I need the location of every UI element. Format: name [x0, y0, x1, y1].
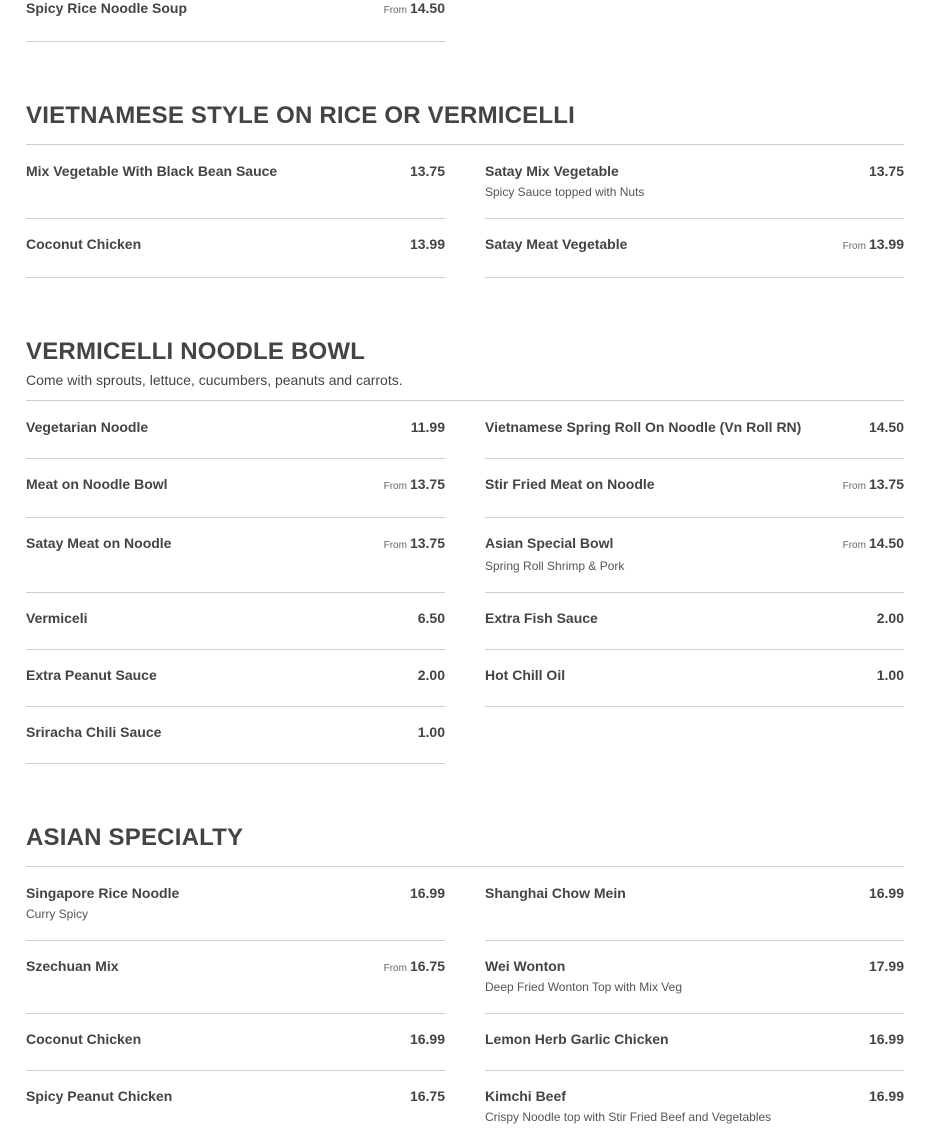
item-name: Vegetarian Noodle	[26, 419, 149, 435]
item-price	[384, 958, 445, 977]
divider	[26, 144, 904, 145]
item-price: 13.75	[409, 163, 445, 179]
section-subtitle: Come with sprouts, lettuce, cucumbers, peanuts and carrots.	[26, 372, 403, 388]
divider	[26, 277, 445, 278]
item-name: Extra Fish Sauce	[485, 610, 598, 626]
item-name: Wei Wonton	[485, 958, 566, 974]
divider	[26, 866, 904, 867]
item-price: 13.99	[409, 236, 445, 252]
divider	[26, 517, 445, 518]
from-label: From	[842, 540, 866, 551]
item-price: 16.99	[409, 885, 445, 901]
divider	[26, 218, 445, 219]
divider	[485, 706, 904, 707]
item-name: Asian Special Bowl	[485, 535, 614, 551]
item-price: 16.99	[868, 1031, 904, 1047]
price-value: 13.75	[868, 476, 904, 492]
divider	[26, 649, 445, 650]
divider	[485, 277, 904, 278]
price-value: 14.50	[409, 0, 445, 16]
price-value: 13.75	[409, 535, 445, 551]
divider	[26, 592, 445, 593]
item-price	[843, 535, 904, 554]
price-value: 13.99	[868, 236, 904, 252]
divider	[485, 458, 904, 459]
divider	[485, 592, 904, 593]
item-name: Extra Peanut Sauce	[26, 667, 157, 683]
from-label: From	[842, 481, 866, 492]
item-price: 1.00	[417, 724, 445, 740]
divider	[485, 218, 904, 219]
from-label: From	[383, 481, 407, 492]
divider	[26, 1070, 445, 1071]
item-price: 17.99	[868, 958, 904, 974]
item-description: Crispy Noodle top with Stir Fried Beef and Vegetables	[485, 1110, 772, 1124]
item-name: Meat on Noodle Bowl	[26, 476, 168, 492]
divider	[485, 1013, 904, 1014]
item-price: 16.99	[868, 1088, 904, 1104]
item-name: Satay Mix Vegetable	[485, 163, 619, 179]
item-price	[384, 476, 445, 495]
item-name: Satay Meat Vegetable	[485, 236, 628, 252]
item-name: Vermiceli	[26, 610, 88, 626]
item-price: 13.75	[868, 163, 904, 179]
item-price	[384, 535, 445, 554]
price-value: 16.75	[409, 958, 445, 974]
item-name: Hot Chill Oil	[485, 667, 566, 683]
from-label: From	[842, 241, 866, 252]
item-name: Satay Meat on Noodle	[26, 535, 172, 551]
item-description: Curry Spicy	[26, 907, 89, 921]
from-label: From	[383, 963, 407, 974]
item-price: 1.00	[876, 667, 904, 683]
item-name: Stir Fried Meat on Noodle	[485, 476, 655, 492]
item-name: Vietnamese Spring Roll On Noodle (Vn Roll RN)	[485, 419, 802, 435]
section-title: VERMICELLI NOODLE BOWL	[26, 338, 366, 365]
item-name: Singapore Rice Noodle	[26, 885, 180, 901]
item-name: Coconut Chicken	[26, 1031, 142, 1047]
divider	[26, 940, 445, 941]
divider	[485, 940, 904, 941]
item-name: Kimchi Beef	[485, 1088, 566, 1104]
item-price: 2.00	[417, 667, 445, 683]
item-price: 11.99	[410, 419, 445, 435]
price-value: 14.50	[868, 535, 904, 551]
divider	[26, 458, 445, 459]
item-name: Szechuan Mix	[26, 958, 119, 974]
divider	[26, 41, 445, 42]
item-name: Coconut Chicken	[26, 236, 142, 252]
item-price: 6.50	[417, 610, 445, 626]
item-price	[843, 236, 904, 255]
item-description: Spring Roll Shrimp & Pork	[485, 559, 625, 573]
divider	[485, 1070, 904, 1071]
section-title: ASIAN SPECIALTY	[26, 824, 244, 851]
item-price: 16.75	[409, 1088, 445, 1104]
divider	[485, 649, 904, 650]
price-value: 13.75	[409, 476, 445, 492]
section-title: VIETNAMESE STYLE ON RICE OR VERMICELLI	[26, 102, 575, 129]
divider	[26, 1013, 445, 1014]
item-description: Deep Fried Wonton Top with Mix Veg	[485, 980, 682, 994]
from-label: From	[383, 5, 407, 16]
item-name: Sriracha Chili Sauce	[26, 724, 162, 740]
item-price: 16.99	[409, 1031, 445, 1047]
item-price	[843, 476, 904, 495]
divider	[26, 706, 445, 707]
item-name: Spicy Peanut Chicken	[26, 1088, 173, 1104]
item-name: Spicy Rice Noodle Soup	[26, 0, 188, 16]
item-name: Shanghai Chow Mein	[485, 885, 626, 901]
item-name: Lemon Herb Garlic Chicken	[485, 1031, 669, 1047]
item-price: 14.50	[868, 419, 904, 435]
item-price	[384, 0, 445, 19]
divider	[485, 517, 904, 518]
item-name: Mix Vegetable With Black Bean Sauce	[26, 163, 278, 179]
item-price: 16.99	[868, 885, 904, 901]
divider	[26, 763, 445, 764]
item-description: Spicy Sauce topped with Nuts	[485, 185, 645, 199]
divider	[26, 400, 904, 401]
item-price: 2.00	[876, 610, 904, 626]
from-label: From	[383, 540, 407, 551]
